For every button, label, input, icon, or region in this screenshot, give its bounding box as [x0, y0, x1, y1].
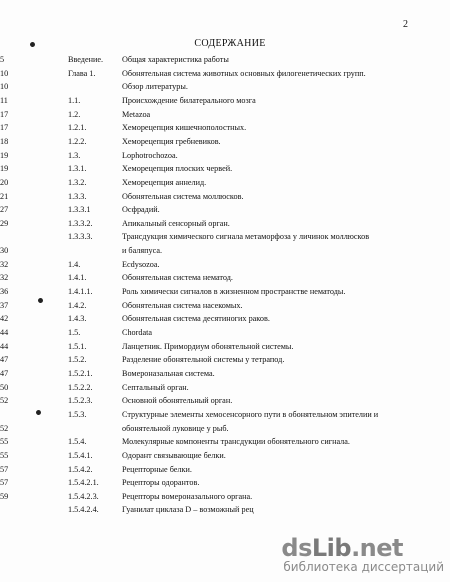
toc-entry	[0, 80, 450, 93]
toc-entry-title: Обонятельная система нематод.	[122, 273, 233, 283]
toc-entry-title: Обонятельная система десятиногих раков.	[122, 314, 270, 324]
toc-entry-page: 19	[0, 164, 9, 174]
toc-entry-number: 1.5.4.2.	[68, 464, 93, 474]
toc-entry-page: 17	[0, 123, 9, 133]
toc-entry-title: Хеморецепция гребневиков.	[122, 136, 221, 146]
toc-entry-title: Септальный орган.	[122, 382, 189, 392]
watermark-brand: dsLib.net	[281, 534, 404, 562]
toc-entry-number: 1.1.	[68, 95, 81, 105]
toc-entry	[0, 394, 450, 407]
toc-entry	[0, 258, 450, 271]
toc-entry-title: Хеморецепция плоских червей.	[122, 164, 233, 174]
toc-entry-number: 1.5.2.3.	[68, 396, 93, 406]
toc-entry	[0, 449, 450, 462]
toc-entry-number: 1.5.2.2.	[68, 382, 93, 392]
toc-entry	[0, 53, 450, 66]
toc-entry-number: 1.5.4.2.4.	[68, 505, 99, 515]
toc-entry-page: 44	[0, 341, 9, 351]
toc-entry-number: 1.3.3.	[68, 191, 87, 201]
toc-entry-title: Хеморецепция аннелид.	[122, 177, 207, 187]
toc-entry-title: Основной обонятельный орган.	[122, 396, 233, 406]
toc-entry-title: Хеморецепция кишечнополостных.	[122, 123, 247, 133]
toc-entry-title: Общая характеристика работы	[122, 55, 229, 64]
toc-entry	[0, 162, 450, 175]
toc-entry-page: 55	[0, 450, 9, 460]
toc-entry-title: Рецепторы вомероназального органа.	[122, 491, 253, 501]
toc-entry-number: 1.4.1.	[68, 273, 87, 283]
toc-entry-number: 1.4.	[68, 259, 81, 269]
toc-entry-page: 29	[0, 218, 9, 228]
toc-entry	[0, 121, 450, 134]
toc-entry	[0, 217, 450, 230]
toc-entry-page: 44	[0, 328, 9, 337]
toc-entry-number: 1.3.3.3.	[68, 232, 93, 242]
toc-entry	[0, 476, 450, 489]
toc-entry-number: 1.5.1.	[68, 341, 87, 351]
toc-entry-number: 1.4.1.1.	[68, 287, 93, 297]
toc-entry	[0, 326, 450, 339]
toc-entry-title: Обонятельная система животных основных филогенетических групп.	[122, 68, 366, 78]
toc-entry	[0, 94, 450, 107]
toc-entry-page: 30	[0, 246, 9, 256]
toc-entry-title: Роль химически сигналов в жизненном пространстве нематоды.	[122, 287, 346, 297]
toc-entry-page: 57	[0, 464, 9, 474]
toc-entry-number: 1.3.2.	[68, 177, 87, 187]
toc-entry	[0, 285, 450, 298]
toc-entry	[0, 503, 450, 516]
toc-entry-number: 1.2.1.	[68, 123, 87, 133]
toc-entry-number: 1.5.	[68, 328, 81, 337]
toc-entry-page: 18	[0, 136, 9, 146]
toc-entry-title: Обонятельная система насекомых.	[122, 300, 243, 310]
toc-entry-title: Происхождение билатерального мозга	[122, 95, 256, 105]
toc-entry	[0, 435, 450, 448]
toc-entry	[0, 340, 450, 353]
toc-entry-page: 32	[0, 273, 9, 283]
toc-entry	[0, 271, 450, 284]
toc-entry	[0, 408, 450, 421]
toc-entry-title: Ланцетник. Примордиум обонятельной системы.	[122, 341, 294, 351]
toc-entry-number: 1.3.	[68, 150, 81, 160]
toc-entry-title: обонятельной луковице у рыб.	[122, 423, 229, 433]
toc-entry-page: 19	[0, 150, 9, 160]
toc-entry-title: Вомероназальная система.	[122, 368, 215, 378]
watermark-tagline: библиотека диссертаций	[283, 560, 444, 574]
toc-entry	[0, 149, 450, 162]
toc-entry-title: Гуанилат циклаза D – возможный рец	[122, 505, 254, 515]
toc-entry-title: Chordata	[122, 328, 153, 337]
toc-entry	[0, 367, 450, 380]
toc-entry-number: 1.5.4.2.3.	[68, 491, 99, 501]
toc-entry	[0, 176, 450, 189]
toc-entry-title: Апикальный сенсорный орган.	[122, 218, 230, 228]
toc-entry-number: 1.2.	[68, 109, 81, 119]
toc-entry-number: 1.3.3.2.	[68, 218, 93, 228]
toc-entry-number: 1.3.1.	[68, 164, 87, 174]
toc-entry-page: 5	[0, 55, 5, 64]
toc-entry-page: 50	[0, 382, 9, 392]
toc-entry-title: Обонятельная система моллюсков.	[122, 191, 244, 201]
toc-entry-number: Глава 1.	[68, 68, 96, 78]
toc-entry-page: 36	[0, 287, 9, 297]
toc-entry	[0, 381, 450, 394]
toc-entry-number: 1.5.2.1.	[68, 368, 93, 378]
toc-entry-title: Разделение обонятельной системы у тетрапод.	[122, 355, 285, 365]
toc-entry	[0, 299, 450, 312]
page-number: 2	[403, 19, 408, 30]
watermark-logo	[281, 536, 444, 574]
toc-entry-number: 1.4.3.	[68, 314, 87, 324]
toc-entry-title: Рецепторные белки.	[122, 464, 192, 474]
toc-entry-page: 52	[0, 423, 9, 433]
toc-entry-number: 1.5.4.1.	[68, 450, 93, 460]
page-title: СОДЕРЖАНИЕ	[194, 38, 266, 49]
toc-entry-title: Структурные элементы хемосенсорного пути в обонятельном эпителии и	[122, 409, 379, 419]
toc-entry-title: и баляпуса.	[122, 246, 163, 256]
toc-entry	[0, 67, 450, 80]
toc-entry-number: 1.5.4.2.1.	[68, 478, 99, 488]
toc-entry-page: 10	[0, 82, 9, 92]
toc-entry-number: 1.5.4.	[68, 437, 87, 447]
toc-entry-number: 1.3.3.1	[68, 205, 91, 215]
toc-entry	[0, 135, 450, 148]
toc-entry-page: 47	[0, 355, 9, 365]
toc-entry-page: 10	[0, 68, 9, 78]
toc-entry-page: 59	[0, 491, 9, 501]
toc-entry	[0, 490, 450, 503]
toc-entry-title: Ecdysozoa.	[122, 259, 160, 269]
toc-entry-title: Молекулярные компоненты трансдукции обонятельного сигнала.	[122, 437, 350, 447]
toc-entry	[0, 230, 450, 243]
toc-entry-page: 32	[0, 259, 9, 269]
toc-entry	[0, 353, 450, 366]
toc-entry-page: 52	[0, 396, 9, 406]
toc-entry-number: 1.5.3.	[68, 409, 87, 419]
toc-entry-title: Обзор литературы.	[122, 82, 188, 92]
toc-entry-page: 11	[0, 95, 8, 105]
toc-entry-title: Metazoa	[122, 109, 151, 119]
toc-entry-page: 21	[0, 191, 9, 201]
toc-entry	[0, 463, 450, 476]
toc-entry-page: 47	[0, 368, 9, 378]
toc-entry-page: 17	[0, 109, 9, 119]
toc-entry-page: 27	[0, 205, 9, 215]
toc-entry	[0, 203, 450, 216]
toc-entry-page: 57	[0, 478, 9, 488]
toc-entry-page: 55	[0, 437, 9, 447]
toc-entry	[0, 312, 450, 325]
toc-entry-title: Одорант связывающие белки.	[122, 450, 226, 460]
toc-entry	[0, 244, 450, 257]
toc-entry	[0, 108, 450, 121]
toc-entry-number: Введение.	[68, 55, 104, 64]
toc-entry-number: 1.2.2.	[68, 136, 87, 146]
toc-entry-page: 42	[0, 314, 9, 324]
toc-entry-title: Рецепторы одорантов.	[122, 478, 200, 488]
toc-entry	[0, 422, 450, 435]
toc-entry-number: 1.5.2.	[68, 355, 87, 365]
toc-entry-page: 20	[0, 177, 9, 187]
toc-entry-page: 37	[0, 300, 9, 310]
toc-entry-title: Осфрадий.	[122, 205, 160, 215]
toc-entry-number: 1.4.2.	[68, 300, 87, 310]
toc-entry	[0, 190, 450, 203]
toc-entry-title: Трансдукция химического сигнала метаморфоза у личинок моллюсков	[122, 232, 370, 242]
toc-entry-title: Lophotrochozoa.	[122, 150, 178, 160]
